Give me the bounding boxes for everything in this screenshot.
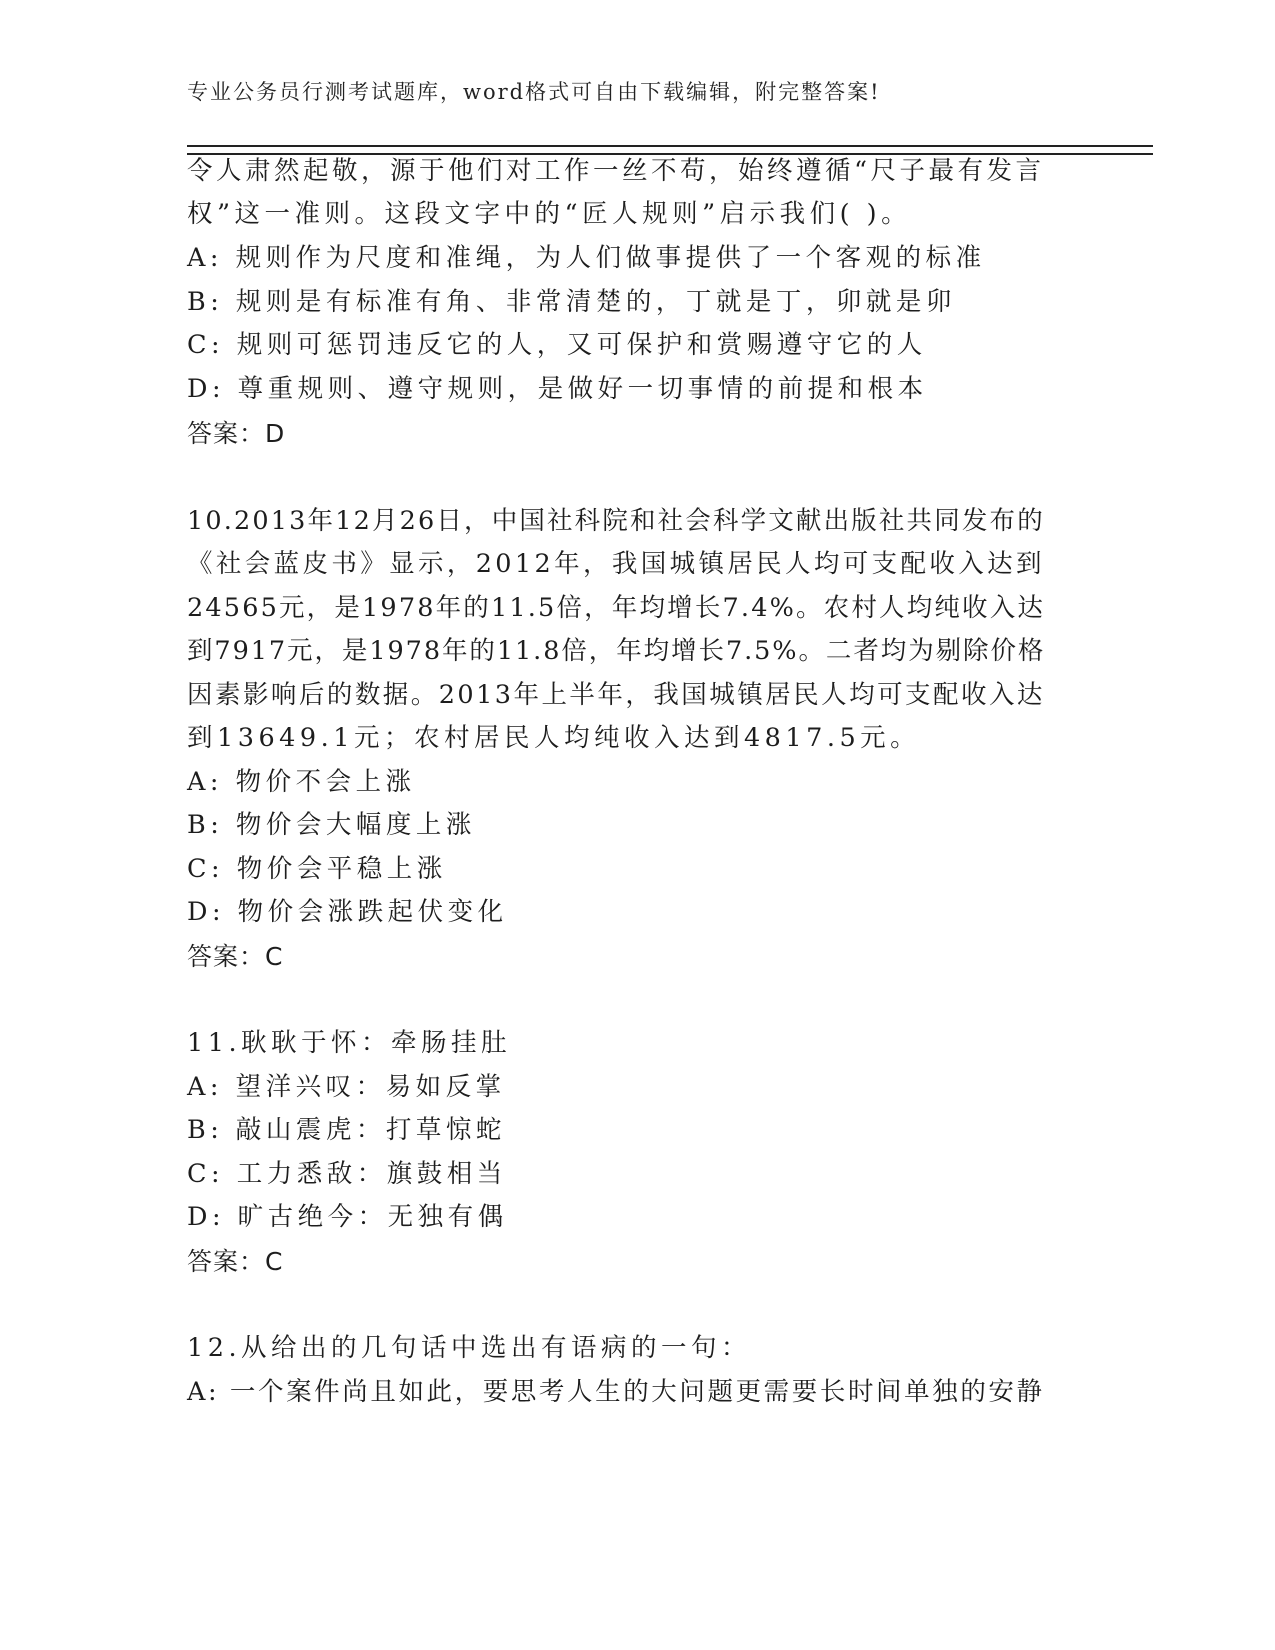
question-10-stem-line: 10.2013年12月26日，中国社科院和社会科学文献出版社共同发布的 (187, 506, 1045, 536)
question-10-option-b: B: 物价会大幅度上涨 (187, 810, 476, 840)
question-11-option-c: C: 工力悉敌：旗鼓相当 (187, 1159, 507, 1189)
question-10-stem-line: 到13649.1元；农村居民人均纯收入达到4817.5元。 (187, 723, 921, 753)
question-10-answer: 答案：C (187, 942, 284, 971)
question-9-stem-line: 令人肃然起敬，源于他们对工作一丝不苟，始终遵循“尺子最有发言 (187, 156, 1045, 186)
question-11-option-b: B: 敲山震虎：打草惊蛇 (187, 1115, 506, 1145)
question-12-option-a: A: 一个案件尚且如此，要思考人生的大问题更需要长时间单独的安静 (187, 1377, 1045, 1407)
question-11-stem-line: 11.耿耿于怀：牵肠挂肚 (187, 1028, 512, 1058)
question-10-stem-line: 到7917元，是1978年的11.8倍，年均增长7.5%。二者均为剔除价格 (187, 636, 1046, 666)
question-9-answer: 答案：D (187, 419, 286, 448)
question-10-option-d: D: 物价会涨跌起伏变化 (187, 897, 508, 927)
question-10-option-c: C: 物价会平稳上涨 (187, 854, 447, 884)
question-10-stem-line: 因素影响后的数据。2013年上半年，我国城镇居民人均可支配收入达 (187, 680, 1045, 710)
question-9-option-b: B: 规则是有标准有角、非常清楚的，丁就是丁，卯就是卯 (187, 287, 956, 317)
question-10-stem-line: 《社会蓝皮书》显示，2012年，我国城镇居民人均可支配收入达到 (187, 549, 1045, 579)
question-9-option-c: C: 规则可惩罚违反它的人，又可保护和赏赐遵守它的人 (187, 330, 927, 360)
question-10-stem-line: 24565元，是1978年的11.5倍，年均增长7.4%。农村人均纯收入达 (187, 593, 1046, 623)
question-9-stem-line: 权”这一准则。这段文字中的“匠人规则”启示我们( )。 (187, 199, 912, 229)
question-9-option-a: A: 规则作为尺度和准绳，为人们做事提供了一个客观的标准 (187, 243, 986, 273)
question-11-option-a: A: 望洋兴叹：易如反掌 (187, 1072, 506, 1102)
question-11-option-d: D: 旷古绝今：无独有偶 (187, 1202, 508, 1232)
question-9-option-d: D: 尊重规则、遵守规则，是做好一切事情的前提和根本 (187, 374, 928, 404)
page-header: 专业公务员行测考试题库，word格式可自由下载编辑，附完整答案! (187, 80, 881, 104)
question-10-option-a: A: 物价不会上涨 (187, 767, 416, 797)
header-double-rule (187, 145, 1153, 155)
question-11-answer: 答案：C (187, 1247, 284, 1276)
question-12-stem-line: 12.从给出的几句话中选出有语病的一句： (187, 1333, 752, 1363)
